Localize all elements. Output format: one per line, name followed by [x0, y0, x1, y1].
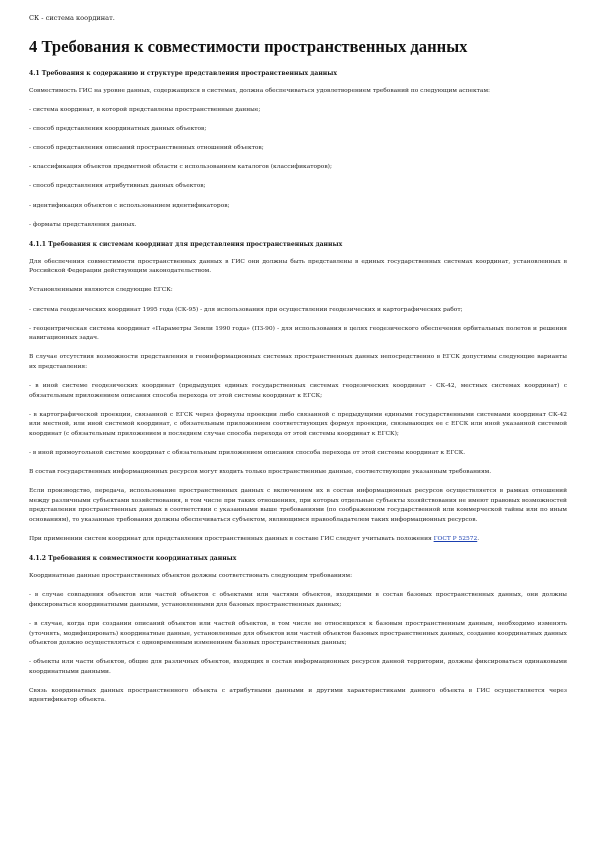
paragraph: Для обеспечения совместимости пространственных данных в ГИС они должны быть представлены в единых государственных системах координат, установленных в Российской Федерации действующим законодательством. — [29, 258, 567, 275]
list-item: - форматы представления данных. — [29, 221, 137, 228]
section-4-title: 4 Требования к совместимости пространственных данных — [29, 37, 468, 56]
list-item: - способ представления координатных данных объектов; — [29, 126, 207, 133]
section-4-1-2-heading: 4.1.2 Требования к совместимости координатных данных — [29, 555, 237, 563]
paragraph: - система геодезических координат 1995 года (СК-95) - для использования при осуществлении геодезических и картографических работ; — [29, 306, 463, 313]
paragraph: В случае отсутствия возможности представления в геоинформационных системах пространственных данных непосредственно в ЕГСК допустимы следующие варианты их представления: — [29, 354, 567, 370]
paragraph: - в иной прямоугольной системе координат с обязательным приложением описания способа перехода от этой системы координат к ЕГСК. — [29, 449, 466, 456]
paragraph: - геоцентрическая система координат «Параметры Земли 1990 года» (ПЗ-90) - для использования в целях геодезического обеспечения орбитальных полетов и решения навигационных задач. — [29, 325, 567, 342]
paragraph: - в картографической проекции, связанной с ЕГСК через формулы проекции либо связанной с предыдущими едиными государственными системами координат СК-42 или местной, или иной системой координат, с обязательным приложением соответствующих формул проекции, связывающих ее с ЕГСК или иной указанной системой координат (с обязательным приложением в последнем случае способа перехода от этой системы координат к ЕГСК); — [29, 411, 567, 437]
section-4-1-1-heading: 4.1.1 Требования к системам координат для представления пространственных данных — [29, 240, 343, 248]
gost-r-52572-link[interactable]: ГОСТ Р 52572 — [433, 536, 478, 543]
paragraph: - в случае, когда при создании описаний объектов или частей объектов, в том числе не относящихся к базовым пространственным данным, необходимо изменять (уточнять, модифицировать) координатные данные, установленные для объектов или частей объектов базовых пространственных данных, создание координатных данных объектов должно осуществляться с одновременным изменением базовых пространственных данных; — [29, 620, 567, 647]
section-4-1-heading: 4.1 Требования к содержанию и структуре представления пространственных данных — [29, 70, 337, 77]
paragraph-text: При применении систем координат для представления пространственных данных в составе ГИС следует учитывать положения — [29, 536, 432, 543]
list-item: - способ представления описаний пространственных отношений объектов; — [29, 145, 264, 152]
paragraph: В состав государственных информационных ресурсов могут входить только пространственные данные, соответствующие указанным требованиям. — [29, 469, 492, 476]
paragraph: Установленными являются следующие ЕГСК: — [29, 287, 173, 294]
paragraph: - объекты или части объектов, общие для различных объектов, входящих в состав информационных ресурсов данной территории, должны фиксироваться одинаковыми координатными данными. — [29, 659, 567, 675]
paragraph-end: . — [477, 536, 480, 543]
paragraph: - в случае совпадения объектов или частей объектов с объектами или частями объектов, входящими в состав базовых пространственных данных, они должны фиксироваться координатными данными, установленными для базовых пространственных данных; — [29, 592, 567, 608]
paragraph: - в иной системе геодезических координат (предыдущих единых государственных системах геодезических координат - СК-42, местных системах координат) с обязательным приложением описания способа перехода от этой системы координат к ЕГСК; — [29, 383, 567, 399]
list-item: - классификация объектов предметной области с использованием каталогов (классификаторов); — [29, 164, 332, 171]
paragraph: Координатные данные пространственных объектов должны соответствовать следующим требованиям: — [29, 573, 353, 580]
list-item: - система координат, в которой представлены пространственные данные; — [29, 107, 261, 114]
section-4-1-intro: Совместимость ГИС на уровне данных, содержащихся в системах, должна обеспечиваться удовлетворением требований по следующим аспектам: — [29, 88, 491, 94]
gost-reference-paragraph — [29, 535, 567, 545]
paragraph: Связь координатных данных пространственного объекта с атрибутными данными и другими характеристиками данного объекта в ГИС осуществляется через идентификатор объекта. — [29, 687, 567, 704]
abbreviation-line: СК - система координат. — [29, 14, 115, 22]
paragraph: Если производство, передача, использование пространственных данных с включением их в состав информационных ресурсов осуществляется в рамках отношений между различными субъектами хозяйствования, в том числе при таких отношениях, при которых отдельные субъекты хозяйствования не имеют правовых возможностей представления пространственных данных в соответствии с указанными выше требованиями (по соображениям государственной или коммерческой тайны или по иным основаниям), то указанные требования должны обеспечиваться субъектом, являющимся правообладателем таких информационных ресурсов. — [29, 488, 567, 523]
list-item: - способ представления атрибутивных данных объектов; — [29, 183, 206, 190]
list-item: - идентификация объектов с использованием идентификаторов; — [29, 202, 230, 209]
